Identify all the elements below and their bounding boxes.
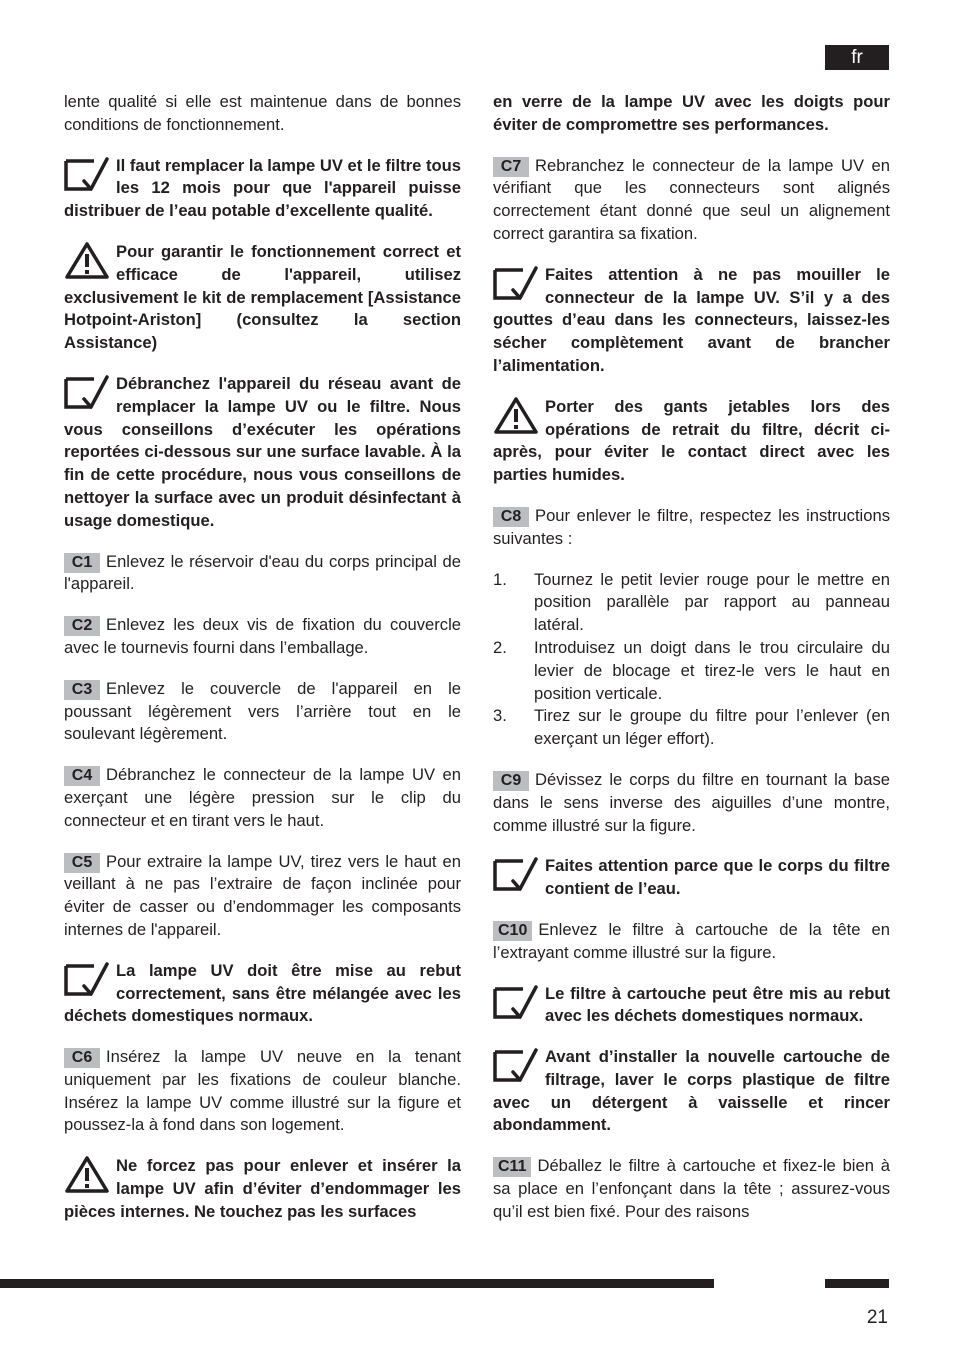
warning-note [493, 396, 890, 487]
step-label: C11 [493, 1157, 531, 1177]
check-icon [493, 1046, 539, 1086]
paragraph-text: Enlevez le couvercle de l'appareil en le poussant légèrement vers l’arrière tout en le soulevant légèrement. [64, 678, 461, 744]
important-note [493, 264, 890, 378]
list-item-text: Tournez le petit levier rouge pour le mettre en position parallèle par rapport au panneau latéral. [534, 569, 890, 635]
paragraph-text: Déballez le filtre à cartouche et fixez-le bien à sa place en l’enfonçant dans la tête ; assurez-vous qu’il est bien fixé. Pour des raisons [493, 1156, 890, 1221]
paragraph-text: Porter des gants jetables lors des opérations de retrait du filtre, décrit ci-après, pour éviter le contact direct avec les parties humides. [493, 396, 890, 485]
important-note [493, 983, 890, 1029]
paragraph-text: Faites attention parce que le corps du filtre contient de l’eau. [545, 856, 890, 899]
paragraph-text: Ne forcez pas pour enlever et insérer la lampe UV afin d’éviter d’endommager les pièces internes. Ne touchez pas les surfaces [64, 1156, 461, 1221]
footer-rule-left [0, 1279, 714, 1288]
list-item [493, 637, 890, 705]
check-icon [64, 373, 110, 413]
paragraph-text: Dévissez le corps du filtre en tournant la base dans le sens inverse des aiguilles d’une montre, comme illustré sur la figure. [493, 769, 890, 835]
warning-icon [493, 396, 539, 436]
page-number: 21 [866, 1307, 888, 1328]
step-paragraph [64, 614, 461, 660]
paragraph-text: Pour enlever le filtre, respectez les instructions suivantes : [493, 505, 890, 548]
step-paragraph [493, 919, 890, 965]
step-label: C10 [493, 921, 532, 941]
paragraph-text: Enlevez le réservoir d'eau du corps principal de l'appareil. [64, 551, 461, 594]
step-label: C9 [493, 771, 529, 791]
important-note [493, 855, 890, 901]
paragraph-text: Faites attention à ne pas mouiller le connecteur de la lampe UV. S’il y a des gouttes d’eau dans les connecteurs, laissez-les sécher complètement avant de brancher l’alimentation. [493, 264, 890, 375]
step-label: C7 [493, 157, 529, 177]
step-paragraph [64, 1046, 461, 1137]
check-icon [64, 960, 110, 1000]
list-item-number: 3. [493, 706, 507, 726]
list-item [493, 705, 890, 751]
important-note [493, 1046, 890, 1137]
warning-icon [64, 1155, 110, 1195]
check-icon [493, 264, 539, 304]
paragraph-text: Débranchez l'appareil du réseau avant de remplacer la lampe UV ou le filtre. Nous vous conseillons d’exécuter les opérations reportées ci-dessous sur une surface lavable. À la fin de cette procédure, nous vous conseillons de nettoyer la surface avec un produit désinfectant à usage domestique. [64, 373, 461, 530]
step-paragraph [64, 551, 461, 597]
list-item-text: Tirez sur le groupe du filtre pour l’enlever (en exerçant un léger effort). [534, 706, 890, 749]
step-label: C4 [64, 766, 100, 786]
important-note [64, 155, 461, 223]
warning-note [64, 241, 461, 355]
paragraph-text: lente qualité si elle est maintenue dans de bonnes conditions de fonctionnement. [64, 92, 461, 134]
paragraph-text: Rebranchez le connecteur de la lampe UV en vérifiant que les connecteurs sont alignés correctement étant donné que seul un alignement correct garantira sa fixation. [493, 155, 890, 243]
step-label: C2 [64, 616, 100, 636]
step-label: C5 [64, 853, 100, 873]
instruction-list [493, 569, 890, 751]
check-icon [493, 855, 539, 895]
list-item-number: 2. [493, 637, 507, 657]
check-icon [493, 983, 539, 1023]
list-item-number: 1. [493, 569, 507, 589]
paragraph-text: Insérez la lampe UV neuve en la tenant uniquement par les fixations de couleur blanche. Insérez la lampe UV comme illustré sur la figure et poussez-la à fond dans son logement. [64, 1047, 461, 1135]
step-paragraph [493, 1155, 890, 1223]
step-label: C8 [493, 507, 529, 527]
language-tab: fr [825, 45, 889, 70]
list-item [493, 569, 890, 637]
step-paragraph [64, 678, 461, 746]
paragraph-text: en verre de la lampe UV avec les doigts pour éviter de compromettre ses performances. [493, 92, 890, 134]
left-column [64, 91, 461, 1242]
paragraph-text: Pour extraire la lampe UV, tirez vers le haut en veillant à ne pas l’extraire de façon inclinée pour éviter de casser ou d’endommager les composants internes de l'appareil. [64, 851, 461, 939]
paragraph-text: Débranchez le connecteur de la lampe UV en exerçant une légère pression sur le clip du connecteur et en tirant vers le haut. [64, 765, 461, 830]
paragraph-text: Le filtre à cartouche peut être mis au rebut avec les déchets domestiques normaux. [545, 983, 890, 1026]
footer-rule-right [825, 1279, 889, 1288]
important-note [64, 960, 461, 1028]
step-paragraph [493, 155, 890, 246]
body-paragraph [64, 91, 461, 137]
paragraph-text: Enlevez le filtre à cartouche de la tête en l’extrayant comme illustré sur la figure. [493, 919, 890, 962]
warning-icon [64, 241, 110, 281]
paragraph-text: Avant d’installer la nouvelle cartouche de filtrage, laver le corps plastique de filtre avec un détergent à vaisselle et rincer abondamment. [493, 1047, 890, 1135]
step-paragraph [64, 851, 461, 942]
warning-note [64, 1155, 461, 1223]
step-paragraph [493, 505, 890, 551]
right-column [493, 91, 890, 1242]
step-paragraph [64, 764, 461, 832]
step-label: C3 [64, 680, 100, 700]
body-paragraph [493, 91, 890, 137]
paragraph-text: La lampe UV doit être mise au rebut correctement, sans être mélangée avec les déchets domestiques normaux. [64, 960, 461, 1026]
step-label: C6 [64, 1048, 100, 1068]
step-label: C1 [64, 553, 100, 573]
paragraph-text: Enlevez les deux vis de fixation du couvercle avec le tournevis fourni dans l’emballage. [64, 615, 461, 657]
check-icon [64, 155, 110, 195]
list-item-text: Introduisez un doigt dans le trou circulaire du levier de blocage et tirez-le vers le haut en position verticale. [534, 637, 890, 703]
important-note [64, 373, 461, 533]
paragraph-text: Pour garantir le fonctionnement correct et efficace de l'appareil, utilisez exclusivement le kit de remplacement [Assistance Hotpoint-Ariston] (consultez la section Assistance) [64, 241, 461, 353]
step-paragraph [493, 769, 890, 837]
paragraph-text: Il faut remplacer la lampe UV et le filtre tous les 12 mois pour que l'appareil puisse distribuer de l’eau potable d’excellente qualité. [64, 155, 461, 221]
